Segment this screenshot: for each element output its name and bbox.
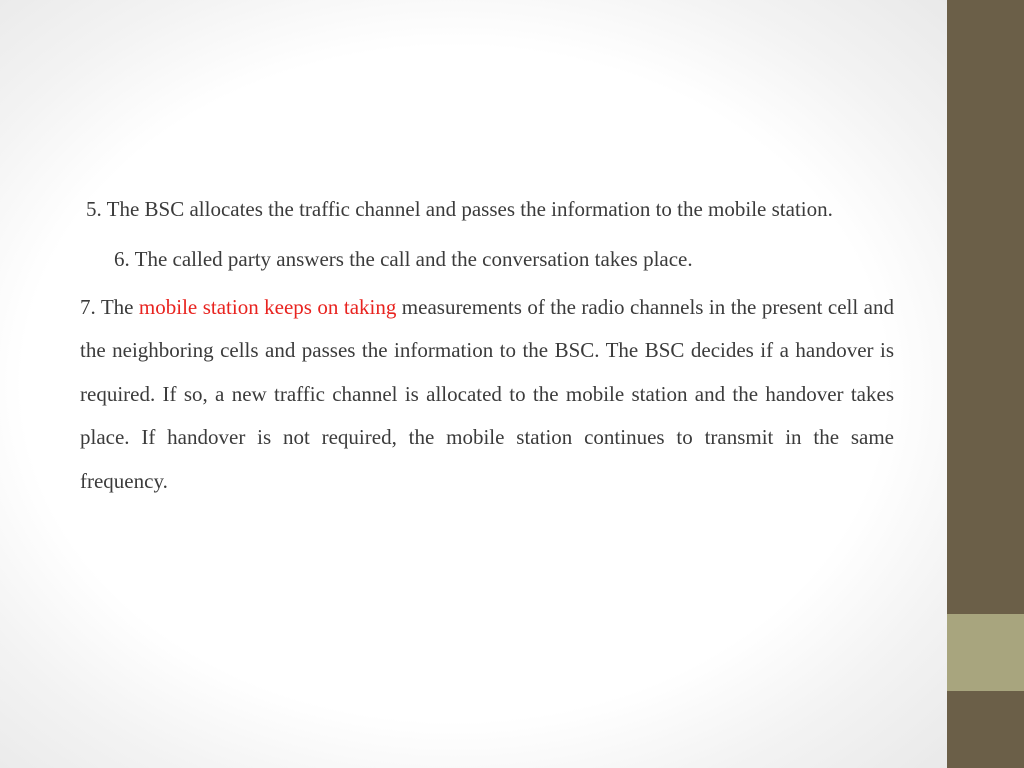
decorative-sidebar — [947, 0, 1024, 768]
slide-body — [80, 188, 894, 503]
paragraph-step-7 — [80, 286, 894, 504]
step-7-highlight-text: mobile station keeps on taking — [138, 294, 397, 319]
step-7-lead-text: 7. The — [80, 294, 139, 319]
sidebar-accent-block — [947, 614, 1024, 691]
paragraph-step-5: 5. The BSC allocates the traffic channel and passes the information to the mobile station. — [86, 197, 833, 221]
step-7-rest-text: measurements of the radio channels in the present cell and the neighboring cells and passes the information to the BSC. The BSC decides if a handover is required. If so, a new traffic channel is allocated to the mobile station and the handover takes place. If handover is not required, the mobile station continues to transmit in the same frequency. — [80, 294, 894, 493]
paragraph-step-6: 6. The called party answers the call and the conversation takes place. — [114, 246, 693, 271]
